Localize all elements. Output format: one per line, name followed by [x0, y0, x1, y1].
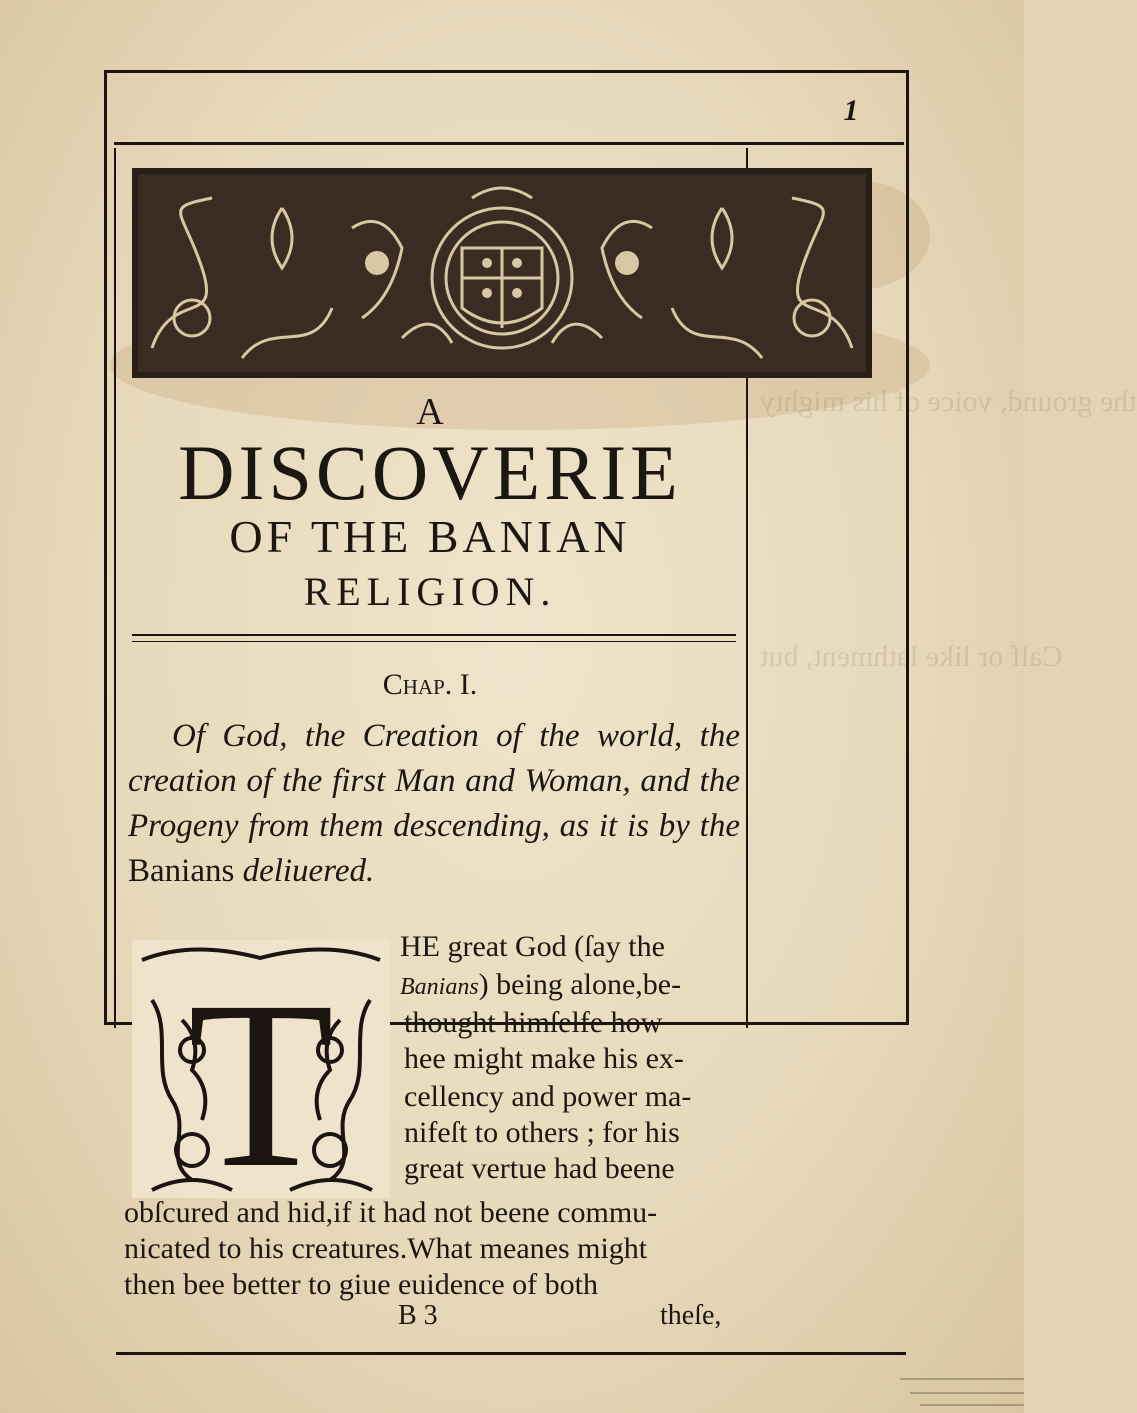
show-through-text: Calf or like lathment, but — [760, 640, 1063, 673]
title-rule — [132, 634, 736, 642]
decorated-initial — [132, 940, 390, 1217]
title-line-3: RELIGION. — [303, 569, 557, 614]
body-line — [404, 1078, 691, 1116]
page-edge-line — [910, 1392, 1024, 1394]
body-line-text: ) being alone,be- — [478, 968, 682, 1001]
initial-letter: T — [187, 951, 335, 1217]
body-line-text: great vertue had beene — [404, 1152, 675, 1185]
body-line — [404, 1114, 680, 1152]
body-line: obſcured and hid,if it had not beene commu- — [124, 1196, 658, 1229]
woodcut-headpiece — [132, 168, 872, 378]
body-line-text: nifeſt to others ; for his — [404, 1116, 680, 1149]
body-line — [404, 1040, 684, 1078]
bottom-rule — [116, 1352, 906, 1355]
chapter-summary — [128, 714, 740, 894]
signature-mark: B 3 — [398, 1300, 438, 1331]
body-line — [404, 1150, 675, 1188]
title-line-2: OF THE BANIAN — [229, 511, 631, 562]
summary-text-a: Of God, the Creation of the world, the creation of the first Man and Woman, and the Progeny from them descending, as it is by the — [128, 718, 740, 844]
catchword: theſe, — [660, 1300, 722, 1331]
page-title: DISCOVERIE — [178, 429, 682, 516]
body-line-text: hee might make his ex- — [404, 1042, 684, 1075]
body-line-italic: Banians — [400, 974, 479, 1000]
body-line: nicated to his creatures.What meanes might — [124, 1232, 648, 1265]
chapter-heading: Chap. I. — [382, 668, 478, 701]
body-line-text: thought himſelfe how — [404, 1006, 663, 1039]
body-line-text: HE great God (ſay the — [400, 930, 665, 963]
body-line — [404, 1004, 662, 1042]
title-article: A — [416, 391, 444, 433]
show-through-text: the ground, voice of his mighty — [760, 385, 1137, 418]
body-line — [400, 966, 681, 1006]
body-line — [400, 928, 665, 966]
page-number: 1 — [843, 94, 859, 127]
body-line-text: cellency and power ma- — [404, 1080, 692, 1113]
page-edge-line — [920, 1404, 1024, 1406]
summary-text-b: deliuered. — [234, 853, 375, 889]
body-line: then bee better to giue euidence of both — [124, 1268, 598, 1301]
summary-text-roman: Banians — [128, 853, 235, 889]
page-edge-line — [900, 1378, 1024, 1380]
header-rule — [114, 142, 904, 145]
